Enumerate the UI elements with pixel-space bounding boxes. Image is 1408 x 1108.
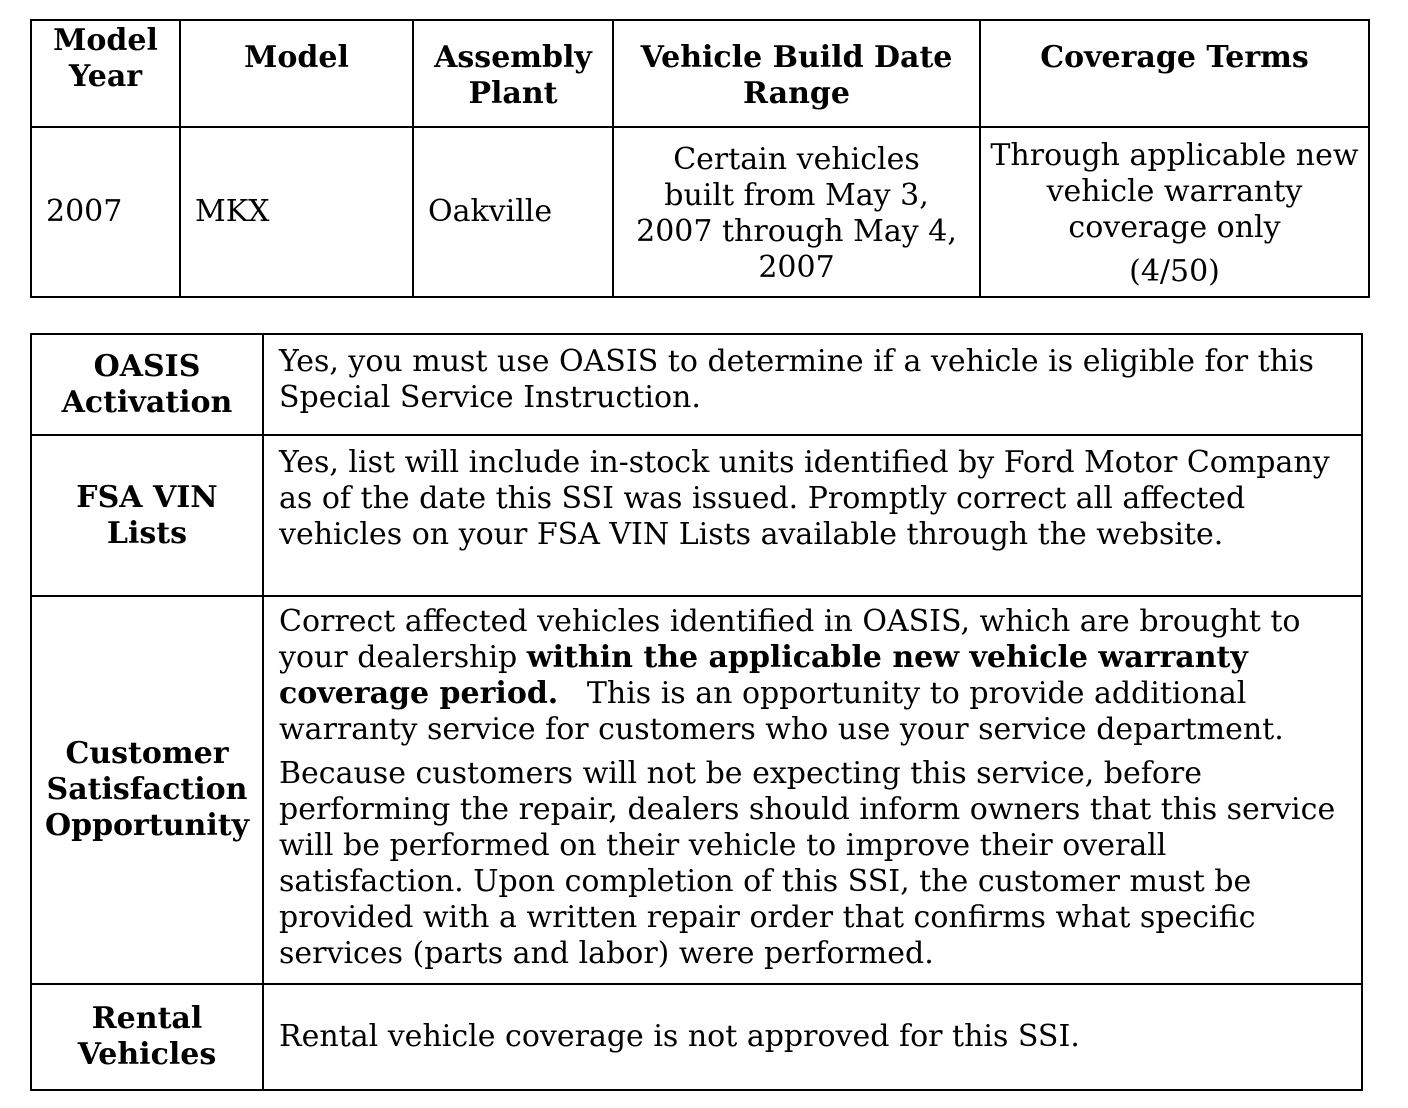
header-model: Model <box>180 20 413 127</box>
para1-end: This is an opportunity to provide additional warranty service for customers who use your service department. <box>279 676 1284 747</box>
coverage-terms-text: Through applicable new vehicle warranty coverage only <box>990 138 1359 245</box>
cell-model: MKX <box>180 127 413 297</box>
header-coverage-terms: Coverage Terms <box>980 20 1369 127</box>
rental-row <box>31 984 1362 1090</box>
rental-label: Rental Vehicles <box>31 984 263 1090</box>
fsa-text: Yes, list will include in-stock units identified by Ford Motor Company as of the date this SSI was issued. Promptly correct all affected vehicles on your FSA VIN Lists available through the website. <box>263 435 1362 596</box>
oasis-row <box>31 334 1362 435</box>
header-assembly-plant: Assembly Plant <box>413 20 613 127</box>
customer-satisfaction-label: Customer Satisfaction Opportunity <box>31 596 263 984</box>
cell-build-date-range: Certain vehicles built from May 3, 2007 through May 4, 2007 <box>613 127 980 297</box>
coverage-table <box>30 19 1370 298</box>
para1-start: Correct affected vehicles identified in OASIS, which are brought to your dealership <box>279 604 1301 675</box>
customer-satisfaction-para-1 <box>279 604 1349 748</box>
customer-satisfaction-text <box>263 596 1362 984</box>
oasis-text: Yes, you must use OASIS to determine if a vehicle is eligible for this Special Service Instruction. <box>263 334 1362 435</box>
fsa-label: FSA VIN Lists <box>31 435 263 596</box>
oasis-label: OASIS Activation <box>31 334 263 435</box>
coverage-code: (4/50) <box>1129 254 1220 289</box>
cell-model-year: 2007 <box>31 127 180 297</box>
customer-satisfaction-para-2: Because customers will not be expecting this service, before performing the repair, dealers should inform owners that this service will be performed on their vehicle to improve their overall satisfaction. Upon completion of this SSI, the customer must be provided with a written repair order that confirms what specific services (parts and labor) were performed. <box>279 756 1336 971</box>
coverage-data-row <box>31 127 1369 297</box>
ssi-details-table <box>30 333 1363 1091</box>
customer-satisfaction-row <box>31 596 1362 984</box>
header-model-year: Model Year <box>31 20 180 127</box>
rental-text: Rental vehicle coverage is not approved for this SSI. <box>263 984 1362 1090</box>
para1-bold: within the applicable new vehicle warranty coverage period. <box>279 640 1248 711</box>
cell-coverage-terms <box>980 127 1369 297</box>
cell-assembly-plant: Oakville <box>413 127 613 297</box>
header-build-date-range: Vehicle Build Date Range <box>613 20 980 127</box>
coverage-header-row <box>31 20 1369 127</box>
fsa-row <box>31 435 1362 596</box>
